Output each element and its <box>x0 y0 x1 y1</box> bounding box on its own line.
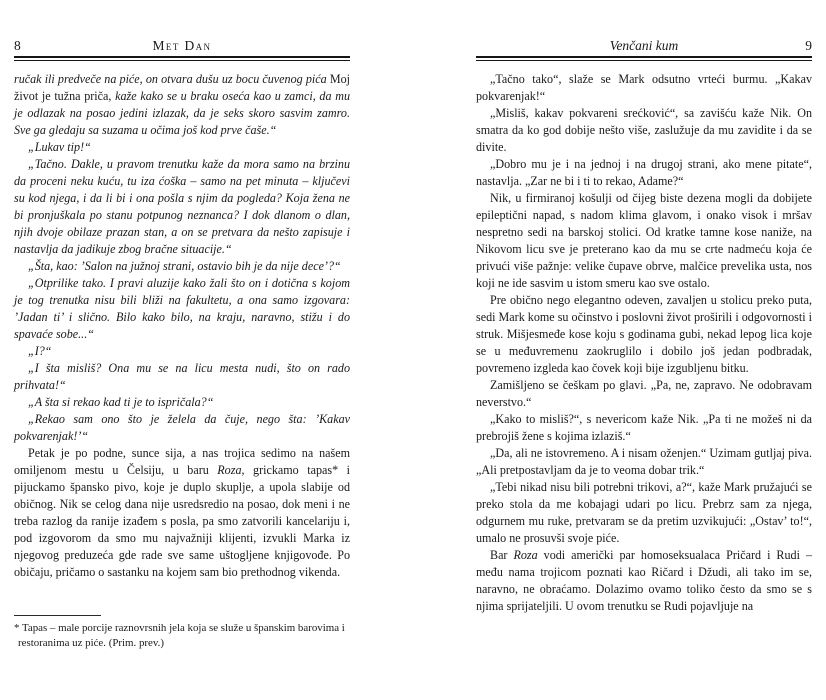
footnote-rule <box>14 615 101 616</box>
paragraph <box>476 479 812 547</box>
paragraph <box>14 343 350 360</box>
paragraph <box>476 411 812 445</box>
italic-text-run: „Lukav tip!“ <box>28 140 91 154</box>
paragraph <box>14 411 350 445</box>
paragraph <box>14 394 350 411</box>
text-run: „Kako to misliš?“, s nevericom kaže Nik. „Pa ti ne možeš ni da prebrojiš žene s kojima izlaziš.“ <box>476 412 812 443</box>
page-left <box>14 38 350 700</box>
italic-text-run: „Rekao sam ono što je želela da čuje, nego šta: ’Kakav pokvarenjak!’“ <box>14 412 350 443</box>
paragraph <box>476 547 812 615</box>
italic-text-run: „I?“ <box>28 344 52 358</box>
left-page-body <box>14 71 350 581</box>
left-page-number: 8 <box>14 38 21 53</box>
text-run: Bar <box>490 548 514 562</box>
paragraph <box>14 275 350 343</box>
footnote-text: * Tapas – male porcije raznovrsnih jela koja se služe u španskim barovima i restoranima uz piće. (Prim. prev.) <box>14 622 345 649</box>
text-run: „Dobro mu je i na jednoj i na drugoj strani, ako mene pitate“, nastavlja. „Zar ne bi i ti to rekao, Adame?“ <box>476 157 812 188</box>
right-page-number: 9 <box>805 38 812 53</box>
italic-text-run: „Šta, kao: ’Salon na južnoj strani, ostavio bih je da nije dece’?“ <box>28 259 341 273</box>
paragraph <box>14 139 350 156</box>
text-run: , grickamo tapas* i pijuckamo špansko pivo, koje je duplo skuplje, a upola slabije od običnog. Nik se celog dana nije usredsredio na posao, dok meni i ne treba razlog da ranije izađem s posla, pa smo zatvorili kancelariju i, pod izgovorom da smo mu najvažniji klijenti, izvukli Marka iz njegovog preduzeća gde rade sve same uštogljene knjigovođe. Po običaju, pričamo o sastanku na kojem sam bio prethodnog vikenda. <box>14 463 350 579</box>
left-header-rule-thin <box>14 60 350 61</box>
text-run: Moj život je tužna priča, <box>14 72 350 103</box>
text-run: vodi američki par homoseksualaca Pričard i Rudi – među nama trojicom poznati kao Ričard i Džudi, ali tako im se, naravno, ne obraćamo. Dolazimo ovamo toliko često da smo se s njima sprijateljili. U ovom trenutku se Rudi pojavljuje na <box>476 548 812 613</box>
text-run: Petak je po podne, sunce sija, a nas trojica sedimo na našem omiljenom mestu u Čelsiju, u baru <box>14 446 350 477</box>
text-run: Nik, u firmiranoj košulji od čijeg biste dezena mogli da dobijete epileptični napad, s nadom klima glavom, i onako visok i mršav nespretno sedi na barskoj stolici. Od kratke tamne kose naniže, na Nikovom licu sve je preterano kao da mu se crte nadmeću koja će privući više pažnje: velike čupave obrve, malčice prevelika usta, nos koji ne ide sasvim u istom smeru kao sve ostalo. <box>476 191 812 290</box>
italic-text-run: Roza <box>513 548 538 562</box>
footnote-block <box>14 615 350 650</box>
text-run: Zamišljeno se češkam po glavi. „Pa, ne, zapravo. Ne odobravam neverstvo.“ <box>476 378 812 409</box>
italic-text-run: „I šta misliš? Ona mu se na licu mesta nudi, što on rado prihvata!“ <box>14 361 350 392</box>
italic-text-run: „Tačno. Dakle, u pravom trenutku kaže da mora samo na brzinu da proceni neku kuću, tu iza ćoška – samo na pet minuta – ključevi su kod njega, i da li bi i ona pošla s njim da pogleda? Koja žena ne bi pronjuškala po stanu potpunog neznanca? I dok dlanom o dlan, njih dvoje obilaze prazan stan, a on se pretvara da nešto zapisuje i nastavlja da jadikuje zbog bračne situacije.“ <box>14 157 350 256</box>
paragraph <box>476 71 812 105</box>
right-page-body <box>476 71 812 615</box>
italic-text-run: kaže kako se u braku oseća kao u zamci, da mu je odlazak na posao jedini izlazak, da je seks skoro sasvim zamro. Sve ga gledaju sa suzama u očima još kod prve čaše.“ <box>14 89 351 137</box>
left-running-header: Met Dan <box>152 38 212 53</box>
text-run: „Da, ali ne istovremeno. A i nisam oženjen.“ Uzimam gutljaj piva. „Ali pretpostavljam da je to veoma dobar trik.“ <box>476 446 812 477</box>
paragraph <box>476 105 812 156</box>
paragraph <box>476 377 812 411</box>
paragraph <box>476 445 812 479</box>
page-right <box>476 38 812 700</box>
text-run: „Tačno tako“, slaže se Mark odsutno vrteći burmu. „Kakav pokvarenjak!“ <box>476 72 812 103</box>
paragraph <box>476 156 812 190</box>
italic-text-run: „A šta si rekao kad ti je to ispričala?“ <box>28 395 214 409</box>
right-header-rule-thick <box>476 56 812 58</box>
paragraph <box>476 190 812 292</box>
left-page-header <box>14 38 350 56</box>
paragraph <box>476 292 812 377</box>
left-header-rule-thick <box>14 56 350 58</box>
italic-text-run: ručak ili predveče na piće, on otvara dušu uz bocu čuvenog pića <box>14 72 330 86</box>
italic-text-run: Roza <box>217 463 242 477</box>
paragraph <box>14 258 350 275</box>
paragraph <box>14 445 350 581</box>
paragraph <box>14 156 350 258</box>
text-run: „Misliš, kakav pokvareni srećković“, sa zavišću kaže Nik. On smatra da ko god dobije nešto više, zaslužuje da mu zavidite i da se divite. <box>476 106 812 154</box>
paragraph <box>14 360 350 394</box>
paragraph <box>14 71 350 139</box>
text-run: Pre obično nego elegantno odeven, zavaljen u stolicu preko puta, sedi Mark kome su očinstvo i poslovni život proširili i odgovornosti i struk. Mišjesmeđe kose koju s godinama gubi, nekad lepog lica koje se u međuvremenu zaokruglilo i dobilo još jedan podbradak, povremeno izgleda kao čovek koji bije izgubljenu bitku. <box>476 293 812 375</box>
text-run: „Tebi nikad nisu bili potrebni trikovi, a?“, kaže Mark pružajući se preko stola da me kobajagi udari po licu. Prebrz sam za njega, odgurnem mu ruke, pretvaram se da pretim uzvikujući: „Ostav’ to!“, umalo ne prosuvši svoje piće. <box>476 480 812 545</box>
right-header-rule-thin <box>476 60 812 61</box>
italic-text-run: „Otprilike tako. I pravi aluzije kako žali što on i dotična s kojom je tog trenutka nisu bili bliži na fakultetu, a ona samo izgovara: ’Jadan ti’ i slično. Bilo kako bilo, na kraju, naravno, stižu i do spavaće sobe...“ <box>14 276 350 341</box>
right-running-header: Venčani kum <box>609 38 679 53</box>
right-page-header <box>476 38 812 56</box>
